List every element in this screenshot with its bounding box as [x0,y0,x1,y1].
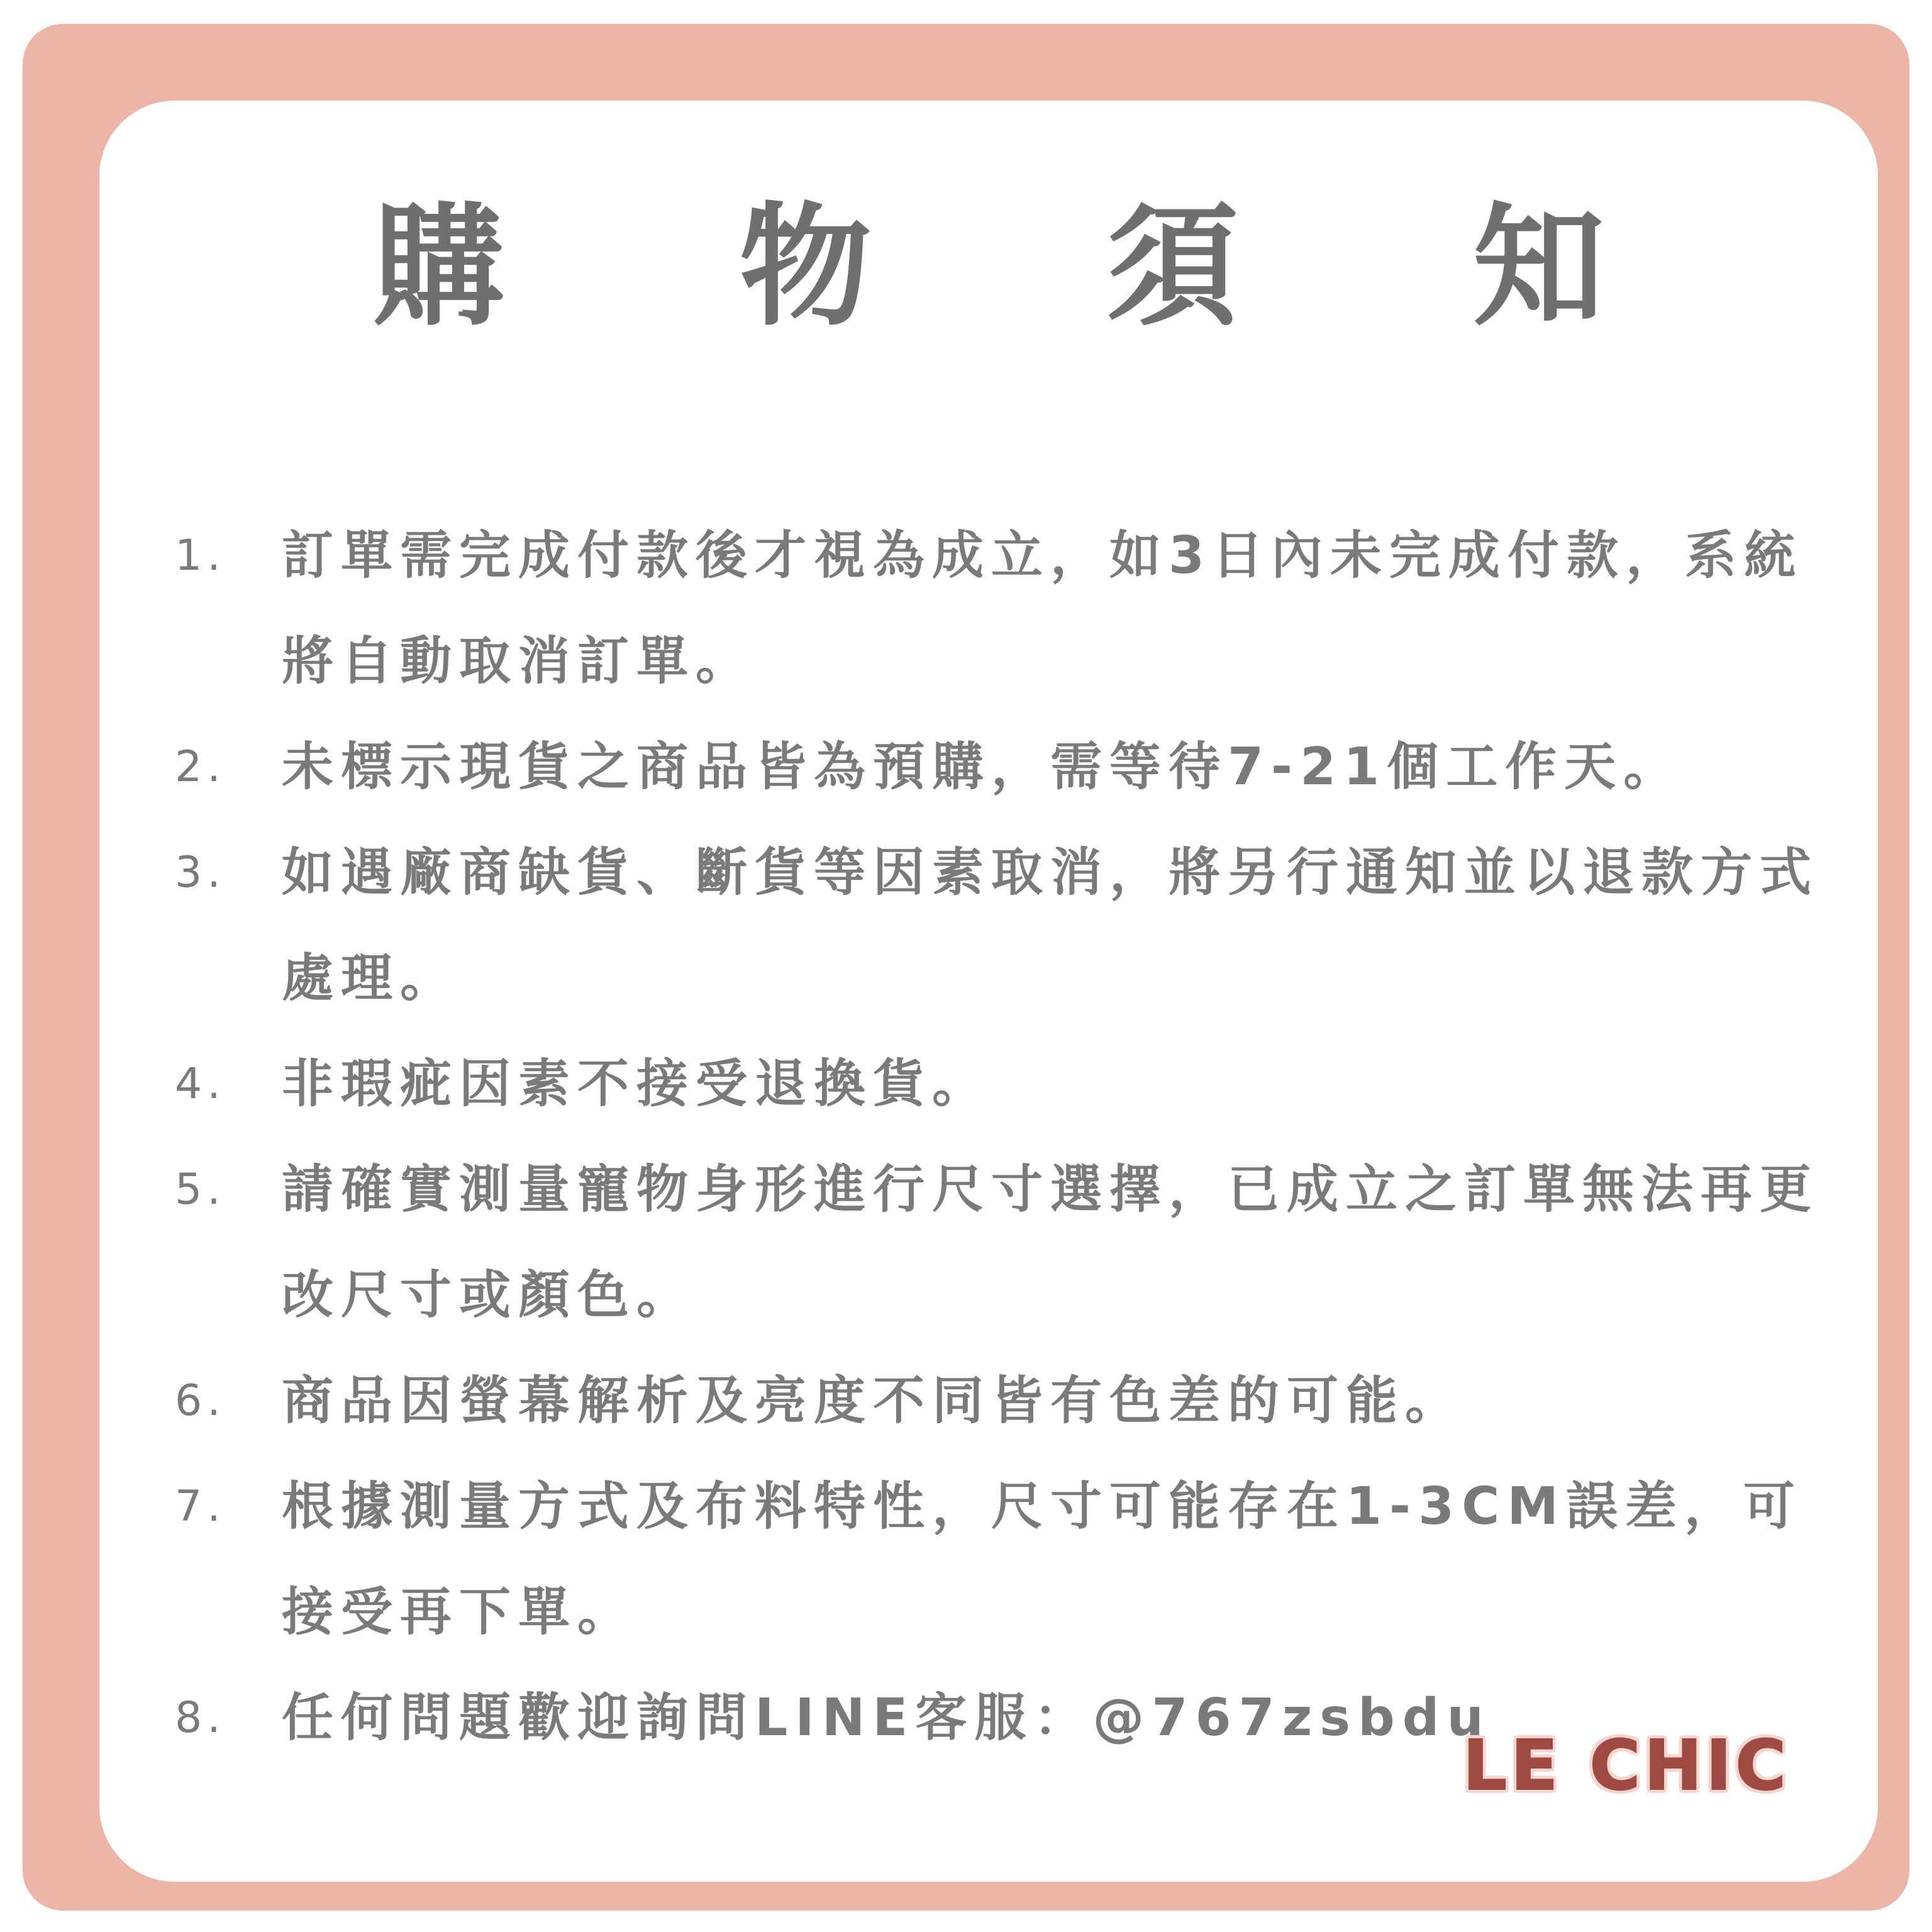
item-number: 8. [175,1693,226,1743]
item-text: 任何問題歡迎詢問LINE客服：@767zsbdu [282,1688,1491,1748]
item-text: 訂單需完成付款後才視為成立，如3日內未完成付款，系統將自動取消訂單。 [282,526,1804,691]
item-text: 非瑕疵因素不接受退換貨。 [282,1054,992,1114]
item-number: 4. [175,1059,226,1109]
item-number: 7. [175,1482,226,1531]
outer-frame [23,24,1909,1911]
item-text: 如遇廠商缺貨、斷貨等因素取消，將另行通知並以退款方式處理。 [282,843,1819,1008]
list-item [170,503,1855,714]
item-text: 根據測量方式及布料特性，尺寸可能存在1-3CM誤差，可接受再下單。 [282,1477,1802,1642]
list-item [170,820,1855,1031]
notice-card [99,101,1878,1882]
item-number: 5. [175,1165,226,1214]
item-number: 6. [175,1376,226,1426]
page-title: 購 物 須 知 [372,190,1699,344]
list-item [170,1031,1855,1137]
list-item [170,1137,1855,1348]
list-item [170,1348,1855,1454]
item-number: 3. [175,848,226,897]
notice-list [170,503,1855,1771]
list-item [170,714,1855,820]
list-item [170,1454,1855,1665]
item-text: 商品因螢幕解析及亮度不同皆有色差的可能。 [282,1371,1465,1431]
item-number: 1. [175,531,226,580]
item-number: 2. [175,742,226,792]
item-text: 請確實測量寵物身形進行尺寸選擇，已成立之訂單無法再更改尺寸或顏色。 [282,1160,1819,1325]
brand-logo: LE CHIC [1463,1725,1790,1806]
item-text: 未標示現貨之商品皆為預購，需等待7-21個工作天。 [282,737,1683,797]
